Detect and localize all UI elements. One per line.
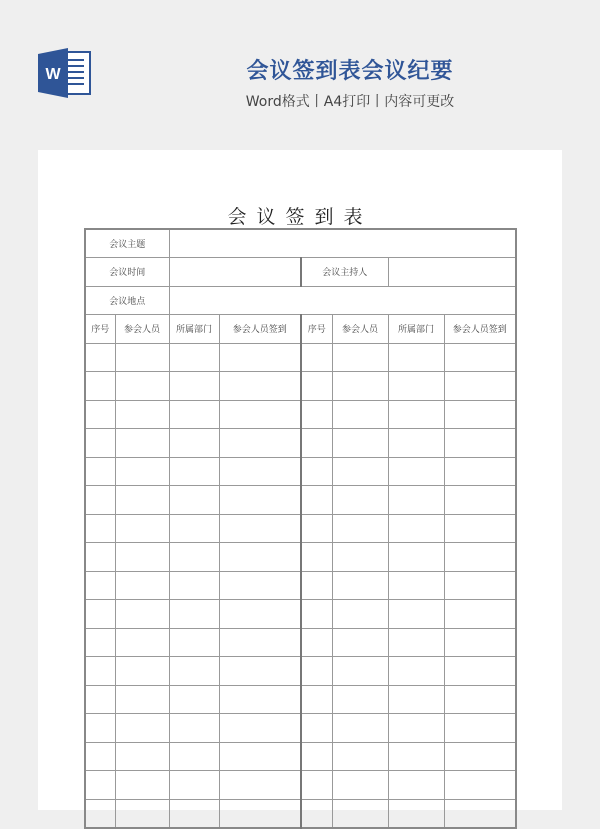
table-cell[interactable] — [85, 714, 115, 743]
table-cell[interactable] — [332, 429, 388, 458]
table-cell[interactable] — [332, 543, 388, 572]
table-cell[interactable] — [85, 742, 115, 771]
table-cell[interactable] — [444, 799, 516, 828]
table-cell[interactable] — [85, 571, 115, 600]
table-cell[interactable] — [115, 343, 169, 372]
table-cell[interactable] — [301, 742, 332, 771]
table-cell[interactable] — [115, 400, 169, 429]
table-cell[interactable] — [332, 400, 388, 429]
table-cell[interactable] — [115, 799, 169, 828]
table-cell[interactable] — [388, 372, 444, 401]
table-cell[interactable] — [219, 514, 301, 543]
table-cell[interactable] — [332, 742, 388, 771]
table-cell[interactable] — [301, 628, 332, 657]
table-cell[interactable] — [388, 543, 444, 572]
time-field[interactable] — [169, 258, 301, 287]
table-cell[interactable] — [444, 372, 516, 401]
table-cell[interactable] — [301, 657, 332, 686]
document-title: 会议签到表 — [227, 206, 373, 228]
table-row — [85, 771, 516, 800]
table-row — [85, 486, 516, 515]
table-cell[interactable] — [444, 628, 516, 657]
table-cell[interactable] — [388, 742, 444, 771]
column-header: 序号 — [85, 315, 115, 344]
table-cell[interactable] — [388, 600, 444, 629]
column-header: 参会人员 — [332, 315, 388, 344]
table-cell[interactable] — [332, 600, 388, 629]
table-cell[interactable] — [169, 714, 219, 743]
table-cell[interactable] — [115, 771, 169, 800]
table-row — [85, 343, 516, 372]
table-cell[interactable] — [301, 571, 332, 600]
table-row — [85, 799, 516, 828]
table-cell[interactable] — [169, 771, 219, 800]
table-cell[interactable] — [301, 486, 332, 515]
table-cell[interactable] — [169, 543, 219, 572]
table-row — [85, 543, 516, 572]
table-cell[interactable] — [85, 685, 115, 714]
table-cell[interactable] — [219, 714, 301, 743]
table-cell[interactable] — [219, 343, 301, 372]
document-page — [38, 150, 562, 810]
table-cell[interactable] — [301, 429, 332, 458]
table-cell[interactable] — [115, 685, 169, 714]
table-cell[interactable] — [444, 343, 516, 372]
table-cell[interactable] — [169, 514, 219, 543]
table-cell[interactable] — [444, 429, 516, 458]
table-row — [85, 714, 516, 743]
table-row — [85, 657, 516, 686]
location-field[interactable] — [169, 286, 516, 315]
table-row — [85, 628, 516, 657]
table-row — [85, 742, 516, 771]
table-cell[interactable] — [332, 457, 388, 486]
table-cell[interactable] — [301, 457, 332, 486]
table-cell[interactable] — [169, 400, 219, 429]
table-cell[interactable] — [444, 714, 516, 743]
table-cell[interactable] — [85, 657, 115, 686]
table-cell[interactable] — [115, 628, 169, 657]
table-cell[interactable] — [332, 628, 388, 657]
table-cell[interactable] — [444, 657, 516, 686]
table-cell[interactable] — [301, 372, 332, 401]
table-cell[interactable] — [332, 571, 388, 600]
table-cell[interactable] — [444, 742, 516, 771]
host-field[interactable] — [388, 258, 516, 287]
table-cell[interactable] — [85, 400, 115, 429]
table-cell[interactable] — [301, 600, 332, 629]
word-logo-icon — [38, 48, 92, 98]
table-cell[interactable] — [169, 799, 219, 828]
table-cell[interactable] — [388, 400, 444, 429]
table-cell[interactable] — [219, 486, 301, 515]
table-cell[interactable] — [219, 400, 301, 429]
topic-field[interactable] — [169, 229, 516, 258]
column-header: 所属部门 — [169, 315, 219, 344]
table-cell[interactable] — [85, 486, 115, 515]
table-cell[interactable] — [301, 343, 332, 372]
table-row — [85, 600, 516, 629]
table-row — [85, 514, 516, 543]
table-cell[interactable] — [115, 486, 169, 515]
table-row — [85, 372, 516, 401]
table-cell[interactable] — [115, 372, 169, 401]
table-cell[interactable] — [219, 742, 301, 771]
table-cell[interactable] — [332, 799, 388, 828]
table-cell[interactable] — [85, 429, 115, 458]
table-cell[interactable] — [388, 514, 444, 543]
table-cell[interactable] — [301, 400, 332, 429]
table-cell[interactable] — [115, 457, 169, 486]
table-cell[interactable] — [301, 685, 332, 714]
table-cell[interactable] — [388, 486, 444, 515]
table-cell[interactable] — [85, 343, 115, 372]
table-cell[interactable] — [219, 657, 301, 686]
table-cell[interactable] — [169, 685, 219, 714]
table-cell[interactable] — [388, 657, 444, 686]
table-cell[interactable] — [388, 343, 444, 372]
table-cell[interactable] — [332, 771, 388, 800]
table-cell[interactable] — [219, 628, 301, 657]
table-cell[interactable] — [444, 771, 516, 800]
table-row — [85, 457, 516, 486]
table-cell[interactable] — [388, 799, 444, 828]
table-cell[interactable] — [115, 657, 169, 686]
table-cell[interactable] — [85, 799, 115, 828]
table-cell[interactable] — [169, 343, 219, 372]
page-title: 会议签到表会议纪要 — [246, 59, 454, 84]
table-cell[interactable] — [219, 771, 301, 800]
table-cell[interactable] — [169, 600, 219, 629]
table-cell[interactable] — [85, 372, 115, 401]
table-cell[interactable] — [444, 543, 516, 572]
table-cell[interactable] — [115, 429, 169, 458]
table-cell[interactable] — [115, 742, 169, 771]
table-cell[interactable] — [169, 372, 219, 401]
table-cell[interactable] — [388, 429, 444, 458]
table-cell[interactable] — [444, 486, 516, 515]
table-cell[interactable] — [388, 714, 444, 743]
table-cell[interactable] — [388, 457, 444, 486]
table-cell[interactable] — [301, 514, 332, 543]
table-cell[interactable] — [444, 514, 516, 543]
table-cell[interactable] — [332, 486, 388, 515]
table-cell[interactable] — [219, 429, 301, 458]
table-cell[interactable] — [169, 429, 219, 458]
table-cell[interactable] — [85, 600, 115, 629]
table-cell[interactable] — [169, 657, 219, 686]
table-cell[interactable] — [219, 543, 301, 572]
table-cell[interactable] — [169, 457, 219, 486]
topic-label: 会议主题 — [85, 229, 169, 258]
table-cell[interactable] — [85, 771, 115, 800]
column-header: 序号 — [301, 315, 332, 344]
table-cell[interactable] — [301, 714, 332, 743]
table-cell[interactable] — [85, 514, 115, 543]
logo-letter: W — [45, 66, 61, 83]
table-row — [85, 571, 516, 600]
table-cell[interactable] — [115, 714, 169, 743]
table-row — [85, 400, 516, 429]
table-cell[interactable] — [388, 771, 444, 800]
table-cell[interactable] — [444, 685, 516, 714]
table-cell[interactable] — [169, 486, 219, 515]
table-cell[interactable] — [332, 685, 388, 714]
table-cell[interactable] — [301, 543, 332, 572]
table-cell[interactable] — [332, 343, 388, 372]
table-cell[interactable] — [444, 600, 516, 629]
table-cell[interactable] — [169, 628, 219, 657]
table-cell[interactable] — [219, 685, 301, 714]
table-cell[interactable] — [219, 799, 301, 828]
table-cell[interactable] — [332, 514, 388, 543]
table-cell[interactable] — [115, 571, 169, 600]
table-cell[interactable] — [332, 372, 388, 401]
column-header: 参会人员签到 — [444, 315, 516, 344]
column-header: 参会人员签到 — [219, 315, 301, 344]
location-label: 会议地点 — [85, 286, 169, 315]
table-cell[interactable] — [85, 543, 115, 572]
host-label: 会议主持人 — [301, 258, 388, 287]
table-cell[interactable] — [115, 543, 169, 572]
table-cell[interactable] — [85, 628, 115, 657]
table-cell[interactable] — [388, 685, 444, 714]
page-subtitle: Word格式丨A4打印丨内容可更改 — [245, 94, 455, 110]
table-row — [85, 429, 516, 458]
table-cell[interactable] — [115, 600, 169, 629]
table-cell[interactable] — [301, 799, 332, 828]
column-header: 所属部门 — [388, 315, 444, 344]
table-cell[interactable] — [388, 628, 444, 657]
table-cell[interactable] — [301, 771, 332, 800]
column-header-row — [85, 315, 516, 344]
sign-in-table — [84, 228, 517, 829]
table-cell[interactable] — [388, 571, 444, 600]
table-row — [85, 685, 516, 714]
column-header: 参会人员 — [115, 315, 169, 344]
table-cell[interactable] — [219, 600, 301, 629]
time-label: 会议时间 — [85, 258, 169, 287]
table-cell[interactable] — [332, 657, 388, 686]
table-cell[interactable] — [444, 457, 516, 486]
table-cell[interactable] — [115, 514, 169, 543]
table-cell[interactable] — [169, 742, 219, 771]
table-cell[interactable] — [219, 457, 301, 486]
table-cell[interactable] — [219, 571, 301, 600]
table-cell[interactable] — [444, 571, 516, 600]
table-cell[interactable] — [85, 457, 115, 486]
table-cell[interactable] — [219, 372, 301, 401]
table-cell[interactable] — [169, 571, 219, 600]
table-cell[interactable] — [332, 714, 388, 743]
table-cell[interactable] — [444, 400, 516, 429]
